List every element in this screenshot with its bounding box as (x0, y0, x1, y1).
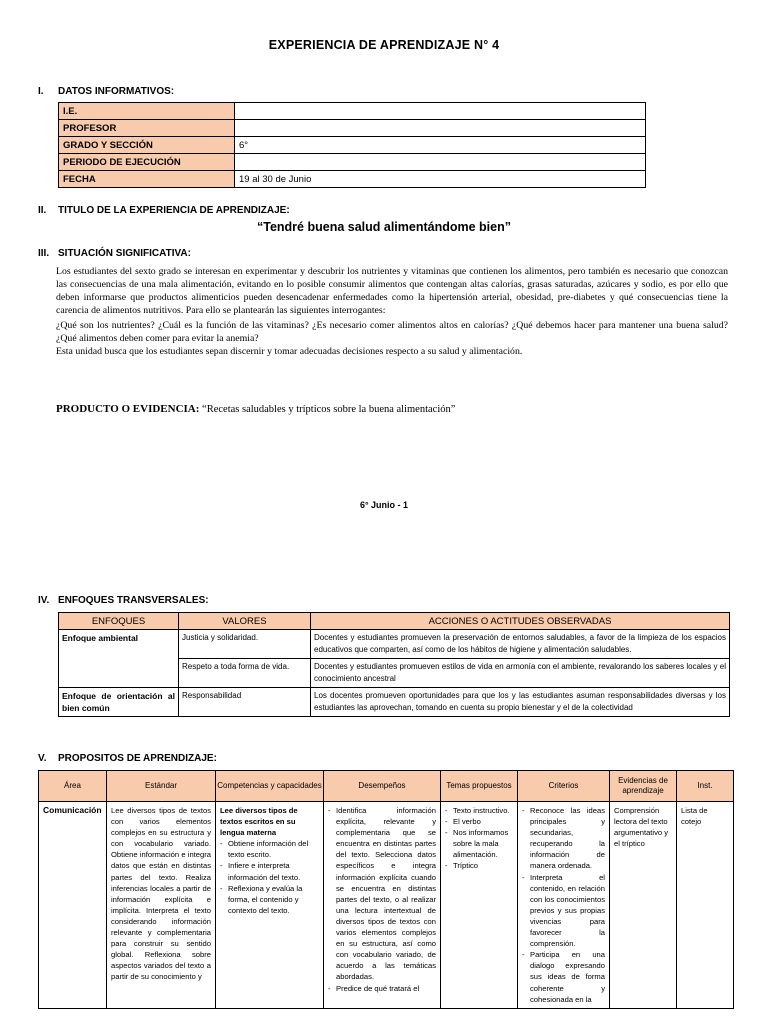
enfoque-valor: Respeto a toda forma de vida. (179, 659, 311, 688)
enfoques-header: VALORES (179, 613, 311, 630)
propositos-header: Criterios (518, 771, 610, 802)
criterios-cell (518, 802, 610, 1009)
temas-list (445, 805, 513, 872)
area-cell: Comunicación (39, 802, 107, 1009)
enfoques-table (58, 612, 730, 717)
datos-table (58, 102, 646, 188)
section-number: II. (38, 205, 47, 216)
desempenos-list (328, 805, 436, 994)
producto-evidencia (56, 403, 455, 415)
section-number: V. (38, 753, 47, 764)
enfoque-name: Enfoque ambiental (59, 630, 179, 688)
experience-title: “Tendré buena salud alimentándome bien” (257, 220, 511, 234)
datos-row (59, 120, 646, 137)
datos-value (235, 103, 646, 120)
enfoques-row (59, 688, 730, 717)
propositos-header: Inst. (677, 771, 734, 802)
enfoques-row (59, 630, 730, 659)
criterio-item: - Reconoce las ideas principales y secundarias, recuperando la información de manera ordenada. (522, 805, 605, 872)
producto-value: “Recetas saludables y trípticos sobre la buena alimentación” (202, 404, 456, 415)
section-label: DATOS INFORMATIVOS: (58, 86, 175, 97)
propositos-header: Evidencias de aprendizaje (610, 771, 677, 802)
propositos-header: Desempeños (324, 771, 441, 802)
enfoque-accion: Docentes y estudiantes promueven la preservación de entornos saludables, a favor de la limpieza de los espacios educativos que comparten, así como de los hábitos de higiene y alimentación saludables. (311, 630, 730, 659)
producto-label: PRODUCTO O EVIDENCIA: (56, 403, 200, 415)
propositos-header-row (39, 771, 734, 802)
situacion-text (56, 265, 728, 358)
situacion-paragraph: ¿Qué son los nutrientes? ¿Cuál es la función de las vitaminas? ¿Es necesario comer alimentos altos en calorías? ¿Qué debemos hacer para mantener una buena salud? ¿Qué alimentos deben comer para evitar la anemia? (56, 320, 728, 344)
situacion-paragraph: Esta unidad busca que los estudiantes sepan discernir y tomar adecuadas decisiones respecto a su salud y alimentación. (56, 346, 523, 357)
competencia-title: Lee diversos tipos de textos escritos en su lengua materna (220, 806, 298, 838)
datos-value: 19 al 30 de Junio (235, 171, 646, 188)
enfoques-header: ENFOQUES (59, 613, 179, 630)
datos-label: GRADO Y SECCIÓN (59, 137, 235, 154)
datos-row (59, 154, 646, 171)
datos-label: FECHA (59, 171, 235, 188)
tema-item: - Tríptico (445, 860, 513, 871)
enfoques-header: ACCIONES O ACTITUDES OBSERVADAS (311, 613, 730, 630)
section-number: III. (38, 248, 50, 259)
datos-row (59, 103, 646, 120)
capacidad-item: - Infiere e interpreta información del texto. (220, 860, 319, 882)
enfoque-valor: Responsabilidad (179, 688, 311, 717)
datos-value (235, 120, 646, 137)
criterios-list (522, 805, 605, 1005)
enfoque-accion: Los docentes promueven oportunidades para que los y las estudiantes asuman responsabilidades diversas y los estudiantes las aprovechan, tomando en cuenta su propio bienestar y el de la colectividad (311, 688, 730, 717)
capacidades-list (220, 838, 319, 916)
propositos-header: Competencias y capacidades (216, 771, 324, 802)
enfoque-accion: Docentes y estudiantes promueven estilos de vida en armonía con el ambiente, revalorando los saberes locales y el conocimiento ancestral (311, 659, 730, 688)
datos-label: PROFESOR (59, 120, 235, 137)
desempeno-item: - Predice de qué tratará el (328, 983, 436, 994)
capacidad-item: - Obtiene información del texto escrito. (220, 838, 319, 860)
capacidad-item: - Reflexiona y evalúa la forma, el contenido y contexto del texto. (220, 883, 319, 916)
section-situacion (38, 248, 191, 259)
datos-label: I.E. (59, 103, 235, 120)
section-label: SITUACIÓN SIGNIFICATIVA: (58, 248, 191, 259)
section-datos-informativos (38, 86, 174, 97)
criterio-item: - Participa en una dialogo expresando sus ideas de forma coherente y cohesionada en la (522, 949, 605, 1004)
section-label: TITULO DE LA EXPERIENCIA DE APRENDIZAJE: (58, 205, 290, 216)
estandar-cell: Lee diversos tipos de textos con varios elementos complejos en su estructura y con vocabulario variado. Obtiene información e integra datos que están en distintas partes del texto. Realiza inferencias locales a partir de información explícita e implícita. Interpreta el texto considerando información relevante y complementaria para construir su sentido global. Reflexiona sobre aspectos variados del texto a partir de su conocimiento y (107, 802, 216, 1009)
datos-row (59, 137, 646, 154)
section-number: I. (38, 86, 44, 97)
section-enfoques (38, 595, 209, 606)
enfoque-name: Enfoque de orientación al bien común (59, 688, 179, 717)
propositos-header: Estándar (107, 771, 216, 802)
datos-value: 6° (235, 137, 646, 154)
propositos-table (38, 770, 734, 1009)
tema-item: - Nos informamos sobre la mala alimentación. (445, 827, 513, 860)
tema-item: - El verbo (445, 816, 513, 827)
propositos-header: Área (39, 771, 107, 802)
competencias-cell (216, 802, 324, 1009)
datos-row (59, 171, 646, 188)
section-number: IV. (38, 595, 50, 606)
tema-item: - Texto instructivo. (445, 805, 513, 816)
datos-value (235, 154, 646, 171)
page-footer: 6° Junio - 1 (359, 500, 409, 510)
inst-cell: Lista de cotejo (677, 802, 734, 1009)
section-label: ENFOQUES TRANSVERSALES: (58, 595, 209, 606)
section-label: PROPOSITOS DE APRENDIZAJE: (58, 753, 217, 764)
enfoque-valor: Justicia y solidaridad. (179, 630, 311, 659)
desempenos-cell (324, 802, 441, 1009)
temas-cell (441, 802, 518, 1009)
criterio-item: - Interpreta el contenido, en relación con los conocimientos previos y sus propias vivencias para favorecer la comprensión. (522, 872, 605, 950)
propositos-header: Temas propuestos (441, 771, 518, 802)
situacion-paragraph: Los estudiantes del sexto grado se interesan en experimentar y descubrir los nutrientes y vitaminas que contienen los alimentos, pero también es necesario que conozcan las consecuencias de una mala alimentación, evitando en lo posible consumir alimentos que contengan altas calorías, grasas saturadas, azúcares y sodio, es por ello que deben informarse que productos alimenticios pueden desencadenar enfermedades como la hipertensión arterial, obesidad, pre-diabetes y qué consecuencias tiene la carencia de alimentos nutritivos. Para ello se plantearán las siguientes interrogantes: (56, 266, 728, 316)
document-title: EXPERIENCIA DE APRENDIZAJE N° 4 (268, 38, 500, 52)
propositos-row (39, 802, 734, 1009)
section-propositos (38, 753, 217, 764)
enfoques-header-row (59, 613, 730, 630)
evidencias-cell: Comprensión lectora del texto argumentativo y el tríptico (610, 802, 677, 1009)
section-titulo (38, 205, 290, 216)
datos-label: PERIODO DE EJECUCIÓN (59, 154, 235, 171)
desempeno-item: - Identifica información explícita, relevante y complementaria que se encuentra en distintas partes del texto. Selecciona datos específicos e integra información explícita cuando se encuentra en distintas partes del texto, o al realizar una lectura intertextual de diversos tipos de textos con varios elementos complejos en su estructura, así como con vocabulario variado, de acuerdo a las temáticas abordadas. (328, 805, 436, 983)
